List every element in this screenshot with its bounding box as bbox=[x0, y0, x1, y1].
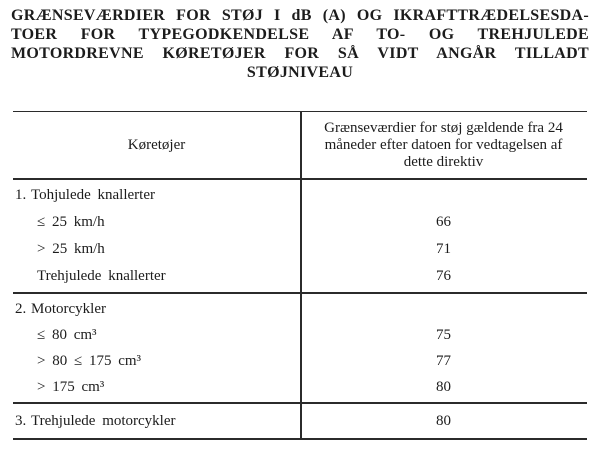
row-label: > 175 cm³ bbox=[37, 378, 105, 395]
column-header-vehicles: Køretøjer bbox=[127, 136, 186, 153]
title-line-4: STØJNIVEAU bbox=[246, 64, 354, 81]
title-line-3: MOTORDREVNE KØRETØJER FOR SÅ VIDT ANGÅR TILLADT bbox=[11, 45, 589, 62]
row-label: > 25 km/h bbox=[37, 241, 105, 257]
row-number: 3. bbox=[15, 412, 27, 429]
row-value: 76 bbox=[436, 268, 451, 284]
row-value: 77 bbox=[436, 352, 451, 369]
row-label-text: Trehjulede motorcykler bbox=[31, 412, 176, 429]
row-value: 80 bbox=[436, 378, 451, 395]
row-label bbox=[13, 187, 300, 204]
column-header-limits bbox=[300, 120, 587, 171]
title-line-1: GRÆNSEVÆRDIER FOR STØJ I dB (A) OG IKRAFTTRÆDELSESDA- bbox=[11, 7, 589, 24]
column-header-limits-line-3: dette direktiv bbox=[403, 153, 484, 170]
title-line-2: TOER FOR TYPEGODKENDELSE AF TO- OG TREHJULEDE bbox=[11, 26, 589, 43]
row-label bbox=[13, 301, 300, 318]
row-number: 2. bbox=[15, 300, 27, 317]
row-value: 80 bbox=[436, 412, 451, 429]
row-label-text: Tohjulede knallerter bbox=[31, 187, 155, 203]
row-label: > 80 ≤ 175 cm³ bbox=[37, 352, 142, 369]
row-value: 66 bbox=[436, 214, 451, 230]
column-header-limits-line-1: Grænseværdier for støj gældende fra 24 bbox=[324, 119, 563, 136]
page-title bbox=[11, 6, 589, 82]
row-label: ≤ 80 cm³ bbox=[37, 326, 97, 343]
column-header-limits-line-2: måneder efter datoen for vedtagelsen af bbox=[324, 136, 563, 153]
row-label: Trehjulede knallerter bbox=[37, 268, 166, 284]
row-label-text: Motorcykler bbox=[31, 300, 106, 317]
row-value: 75 bbox=[436, 326, 451, 343]
noise-limits-table bbox=[13, 111, 587, 440]
row-label: ≤ 25 km/h bbox=[37, 214, 105, 230]
row-number: 1. bbox=[15, 187, 27, 203]
row-label bbox=[13, 413, 300, 430]
row-value: 71 bbox=[436, 241, 451, 257]
column-divider-rule bbox=[300, 112, 302, 438]
